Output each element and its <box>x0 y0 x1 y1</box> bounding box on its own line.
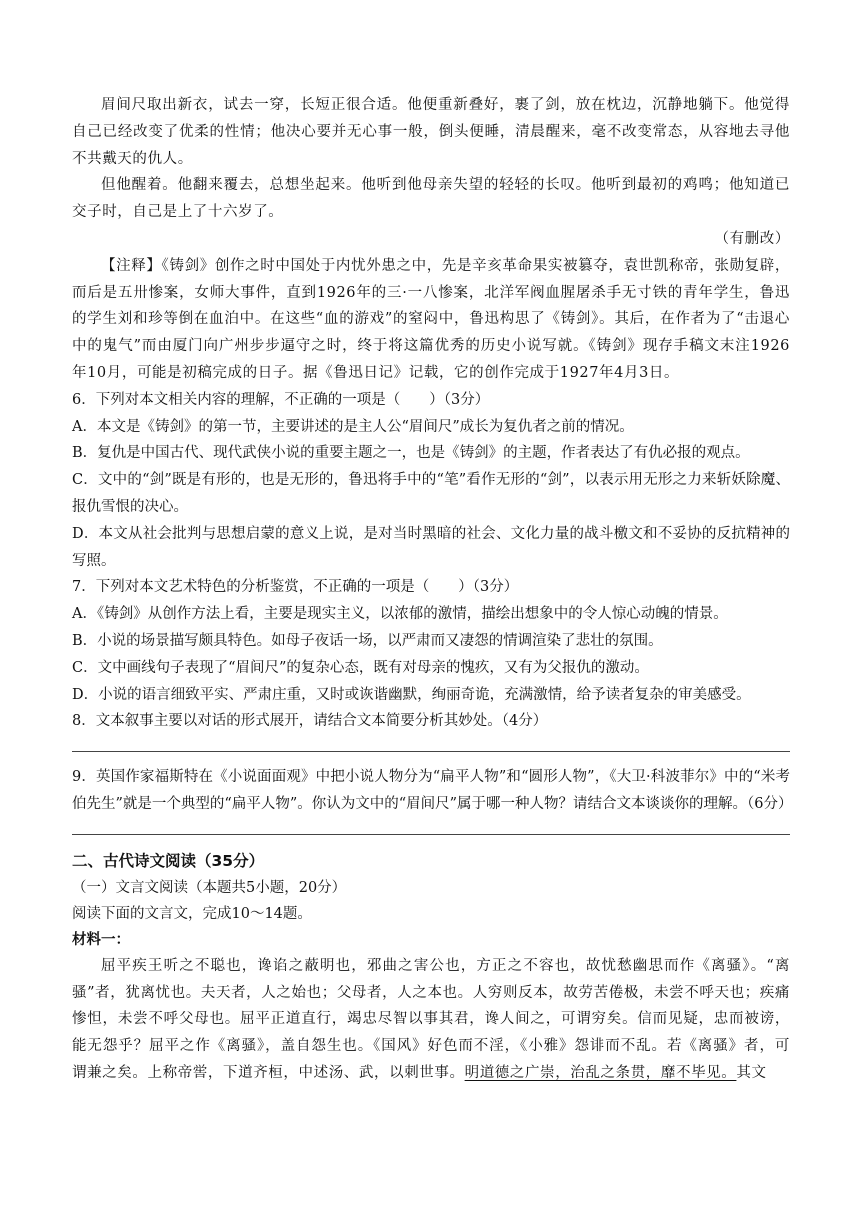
answer-line-8 <box>72 751 790 752</box>
story-paragraph-2: 但他醒着。他翻来覆去，总想坐起来。他听到他母亲失望的轻轻的长叹。他听到最初的鸡鸣；他知道已交子时，自己是上了十六岁了。 <box>72 177 790 221</box>
question-6-option-b: B．复仇是中国古代、现代武侠小说的重要主题之一，也是《铸剑》的主题，作者表达了有仇必报的观点。 <box>72 445 750 462</box>
answer-line-9 <box>72 834 790 835</box>
question-6-option-a: A．本文是《铸剑》的第一节，主要讲述的是主人公“眉间尺”成长为复仇者之前的情况。 <box>72 418 634 435</box>
material-1-label: 材料一： <box>72 930 130 948</box>
section-2-title: 二、古代诗文阅读（35分） <box>72 851 265 870</box>
question-6-stem: 6．下列对本文相关内容的理解，不正确的一项是（ ）（3分） <box>72 391 490 408</box>
question-6-option-d: D．本文从社会批判与思想启蒙的意义上说，是对当时黑暗的社会、文化力量的战斗檄文和不妥协的反抗精神的写照。 <box>72 525 790 569</box>
question-7-option-c: C．文中画线句子表现了“眉间尺”的复杂心态，既有对母亲的愧疚，又有为父报仇的激动。 <box>72 659 649 676</box>
document-page <box>72 92 793 1087</box>
underlined-sentence: 明道德之广崇，治乱之条贯，靡不毕见。 <box>464 1064 737 1081</box>
material-1-tail: 其文 <box>736 1064 767 1081</box>
question-7-option-a: A．《铸剑》从创作方法上看，主要是现实主义，以浓郁的激情，描绘出想象中的令人惊心动魄的情景。 <box>72 606 728 623</box>
question-7-option-b: B．小说的场景描写颇具特色。如母子夜话一场，以严肃而又凄怨的情调渲染了悲壮的氛围。 <box>72 632 663 649</box>
question-8: 8．文本叙事主要以对话的形式展开，请结合文本简要分析其妙处。（4分） <box>72 713 548 730</box>
question-7-option-d: D．小说的语言细致平实、严肃庄重，又时或诙谐幽默，绚丽奇诡，充满激情，给予读者复杂的审美感受。 <box>72 686 751 703</box>
section-2-instruction: 阅读下面的文言文，完成10～14题。 <box>72 905 312 922</box>
material-1-text <box>72 953 790 1087</box>
material-1-body: 屈平疾王听之不聪也，谗谄之蔽明也，邪曲之害公也，方正之不容也，故忧愁幽思而作《离骚》。“离骚”者，犹离忧也。夫天者，人之始也；父母者，人之本也。人穷则反本，故劳苦倦极，未尝不呼天也；疾痛惨怛，未尝不呼父母也。屈平正道直行，竭忠尽智以事其君，谗人间之，可谓穷矣。信而见疑，忠而被谤，能无怨乎？屈平之作《离骚》，盖自怨生也。《国风》好色而不淫，《小雅》怨诽而不乱。若《离骚》者，可谓兼之矣。上称帝喾，下道齐桓，中述汤、武，以刺世事。 <box>72 957 790 1081</box>
story-paragraph-1: 眉间尺取出新衣，试去一穿，长短正很合适。他便重新叠好，裹了剑，放在枕边，沉静地躺下。他觉得自己已经改变了优柔的性情；他决心要并无心事一般，倒头便睡，清晨醒来，毫不改变常态，从容地去寻他不共戴天的仇人。 <box>72 97 790 167</box>
question-7-stem: 7．下列对本文艺术特色的分析鉴赏，不正确的一项是（ ）（3分） <box>72 579 519 596</box>
question-6-option-c: C．文中的“剑”既是有形的，也是无形的，鲁迅将手中的“笔”看作无形的“剑”，以表示用无形之力来斩妖除魔、报仇雪恨的决心。 <box>72 472 790 515</box>
section-2-subtitle: （一）文言文阅读（本题共5小题，20分） <box>72 879 347 896</box>
question-9: 9．英国作家福斯特在《小说面面观》中把小说人物分为“扁平人物”和“圆形人物”，《大卫·科波菲尔》中的“米考伯先生”就是一个典型的“扁平人物”。你认为文中的“眉间尺”属于哪一种人物？请结合文本谈谈你的理解。（6分） <box>72 769 793 812</box>
annotation-paragraph: 【注释】《铸剑》创作之时中国处于内忧外患之中，先是辛亥革命果实被篡夺，袁世凯称帝，张勋复辟，而后是五卅惨案，女师大事件，直到1926年的三·一八惨案，北洋军阀血腥屠杀手无寸铁的青年学生，鲁迅的学生刘和珍等倒在血泊中。在这些“血的游戏”的窒闷中，鲁迅构思了《铸剑》。其后，在作者为了“击退心中的鬼气”而由厦门向广州步步逼守之时，终于将这篇优秀的历史小说写就。《铸剑》现存手稿文末注1926年10月，可能是初稿完成的日子。据《鲁迅日记》记载，它的创作完成于1927年4月3日。 <box>72 257 790 381</box>
source-note: （有删改） <box>714 230 790 247</box>
